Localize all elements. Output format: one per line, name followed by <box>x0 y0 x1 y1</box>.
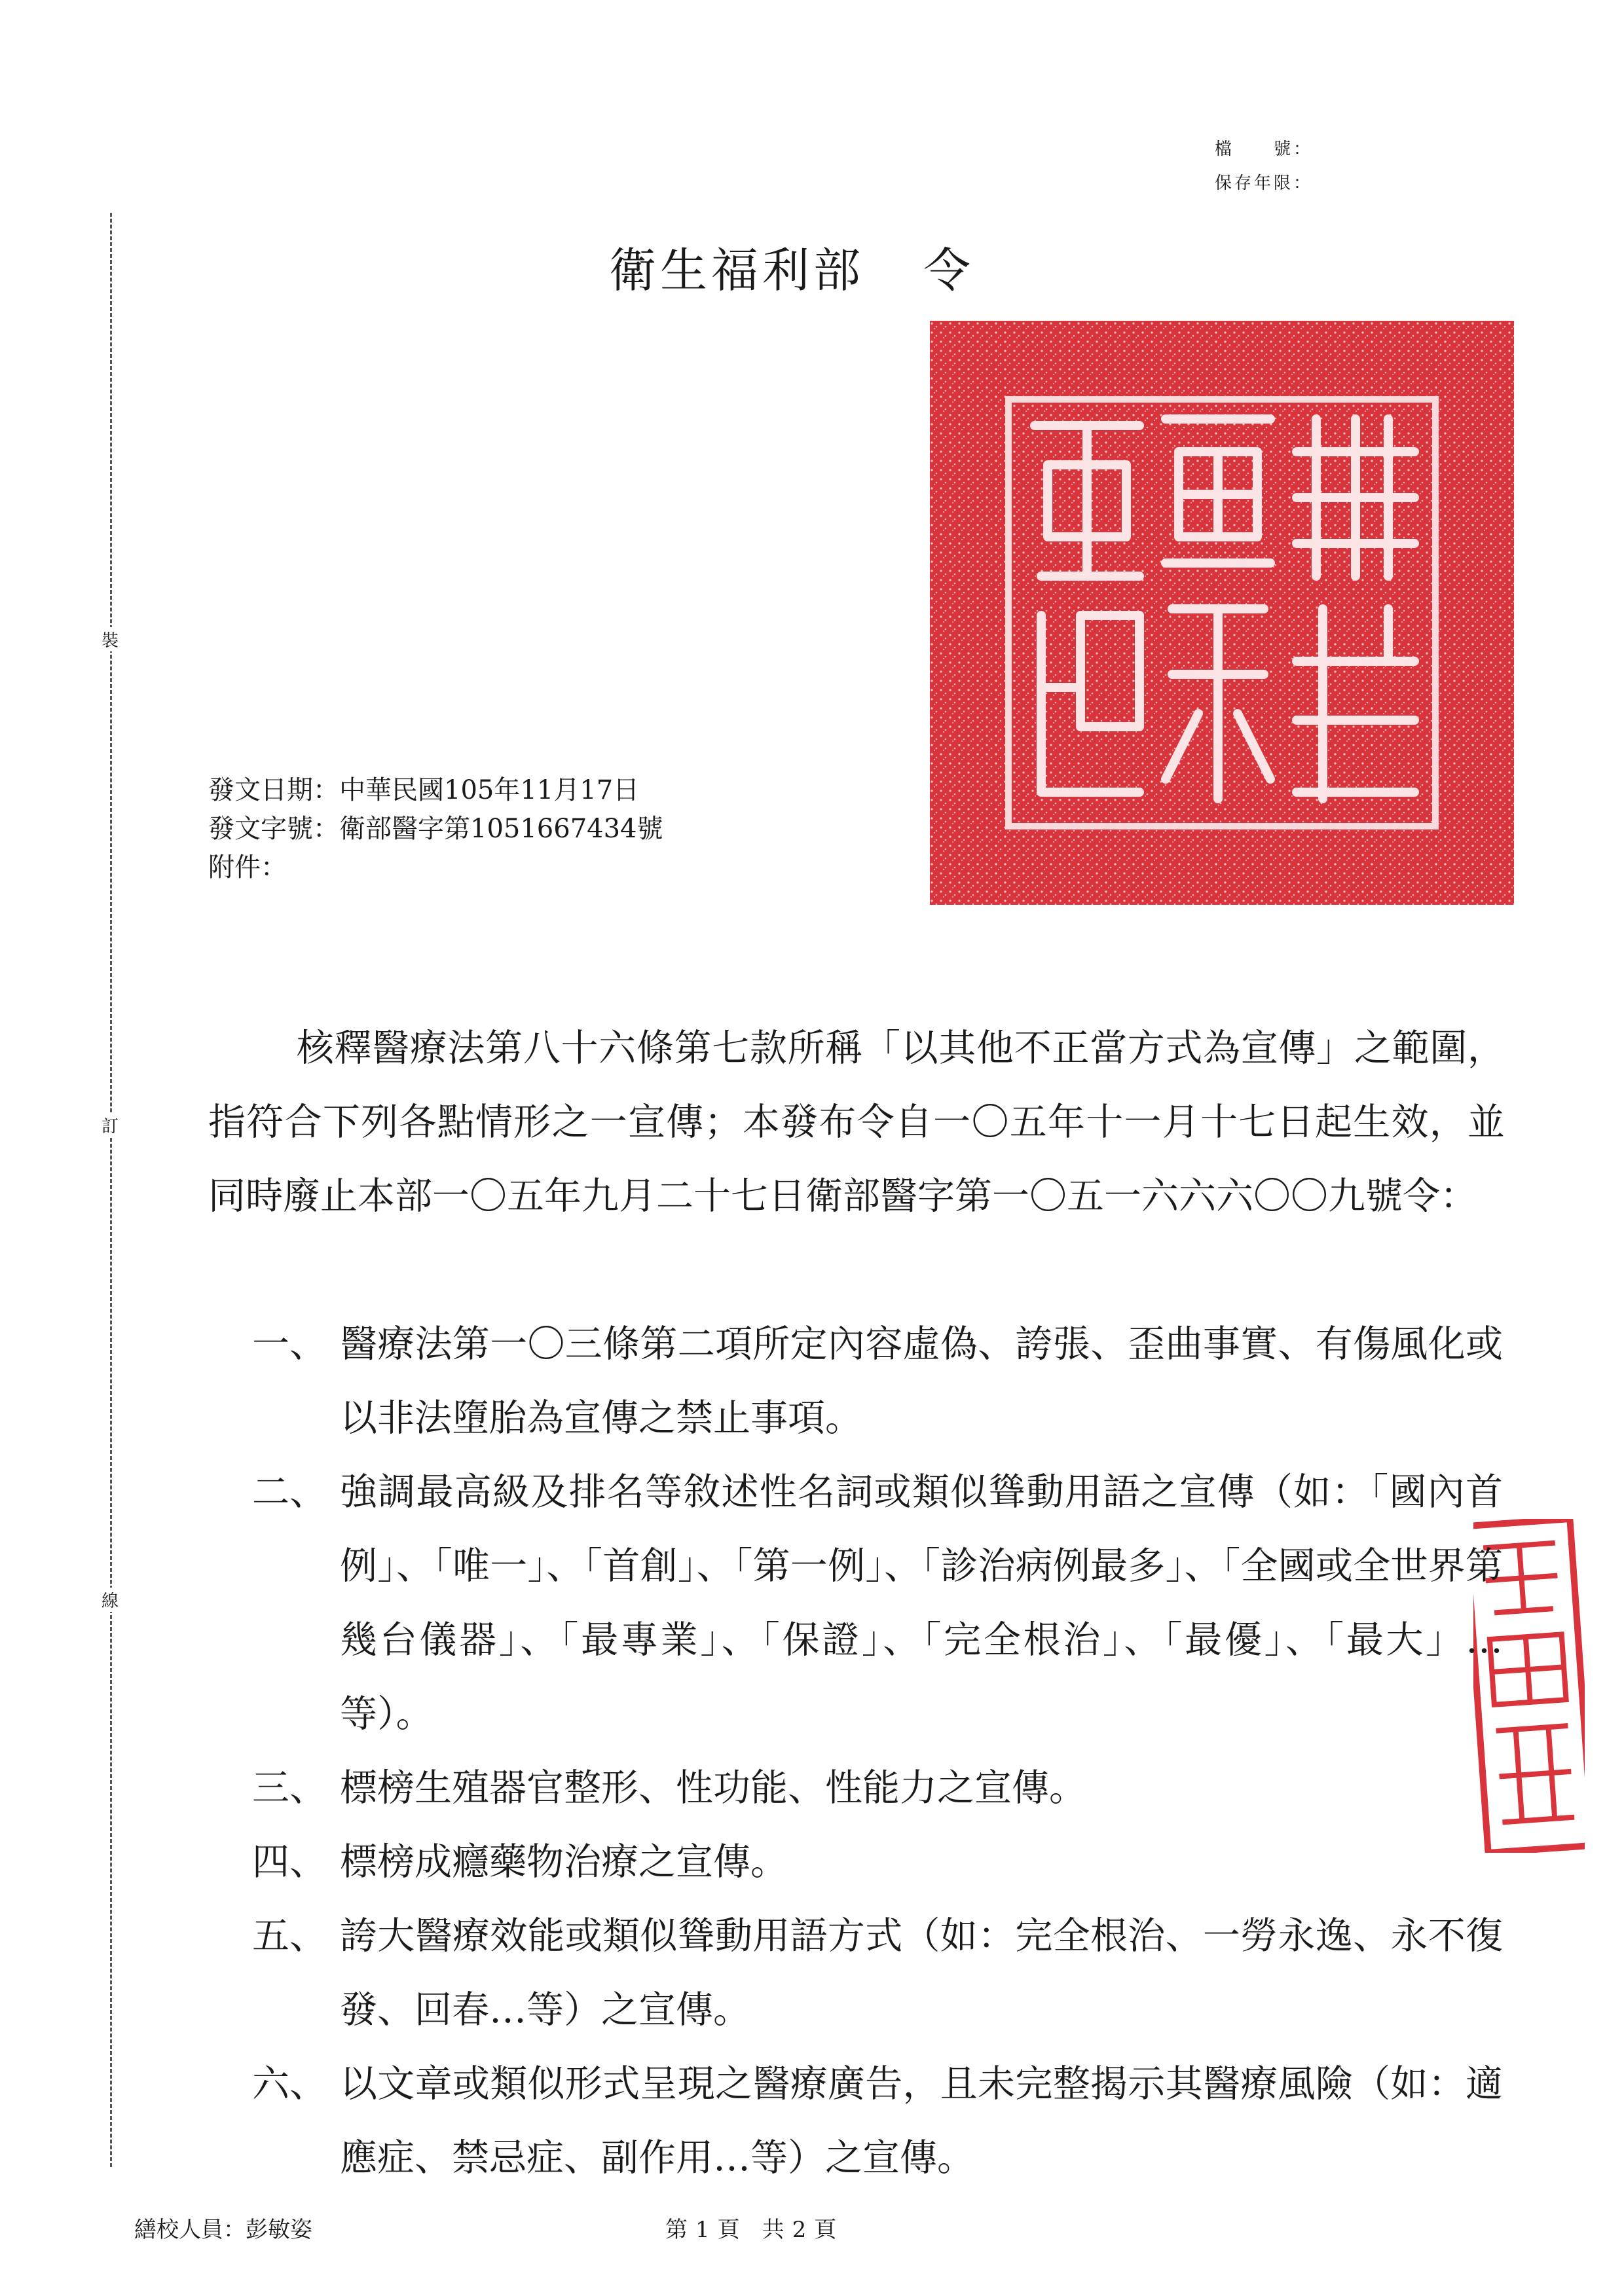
item-number: 五、 <box>252 1914 327 1958</box>
page-indicator <box>661 2212 840 2244</box>
list-item <box>252 1455 1503 1751</box>
item-text: 強調最高級及排名等敘述性名詞或類似聳動用語之宣傳（如：「國內首例」、「唯一」、「首創」、「第一例」、「診治病例最多」、「全國或全世界第幾台儀器」、「最專業」、「保證」、「完全根治」、「最優」、「最大」…等）。 <box>340 1470 1503 1736</box>
item-number: 二、 <box>252 1470 327 1514</box>
item-text: 醫療法第一〇三條第二項所定內容虛偽、誇張、歪曲事實、有傷風化或以非法墮胎為宣傳之禁止事項。 <box>340 1322 1503 1440</box>
item-text: 以文章或類似形式呈現之醫療廣告，且未完整揭示其醫療風險（如：適應症、禁忌症、副作用…等）之宣傳。 <box>340 2062 1503 2179</box>
list-item <box>252 1307 1503 1455</box>
item-number: 四、 <box>252 1840 327 1884</box>
item-number: 六、 <box>252 2062 327 2105</box>
bind-char-ding: 訂 <box>98 1113 122 1137</box>
proofreader: 繕校人員：彭敏姿 <box>134 2217 312 2243</box>
list-item <box>252 1899 1503 2047</box>
retention-period-label: 保存年限： <box>1215 173 1314 193</box>
list-item <box>252 1825 1503 1899</box>
item-text: 誇大醫療效能或類似聳動用語方式（如：完全根治、一勞永逸、永不復發、回春…等）之宣傳。 <box>340 1914 1503 2032</box>
bind-char-zhuang: 裝 <box>98 627 122 651</box>
page-current: 1 <box>695 2217 710 2243</box>
list-item <box>252 1751 1503 1825</box>
document-title <box>609 232 974 301</box>
file-meta <box>1215 132 1313 200</box>
bind-char-xian: 線 <box>98 1588 122 1612</box>
item-number: 三、 <box>252 1766 327 1810</box>
binding-line <box>110 213 112 2167</box>
list-item <box>252 2047 1503 2195</box>
body-intro <box>208 1011 1505 1233</box>
item-text: 標榜生殖器官整形、性功能、性能力之宣傳。 <box>340 1766 1086 1810</box>
page-total: 2 <box>792 2217 807 2243</box>
document-type: 令 <box>923 243 975 298</box>
issue-number: 發文字號：衛部醫字第1051667434號 <box>208 814 663 844</box>
official-seal-large <box>930 321 1514 905</box>
item-number: 一、 <box>252 1322 327 1366</box>
item-text: 標榜成癮藥物治療之宣傳。 <box>340 1840 788 1884</box>
agency-name: 衛生福利部 <box>609 243 865 298</box>
intro-text: 核釋醫療法第八十六條第七款所稱「以其他不正當方式為宣傳」之範圍，指符合下列各點情形之一宣傳；本發布令自一〇五年十一月十七日起生效，並同時廢止本部一〇五年九月二十七日衛部醫字第一〇五一六六六〇〇九號令： <box>208 1027 1505 1218</box>
page-label-post: 頁 <box>814 2217 837 2243</box>
attachment: 附件： <box>208 852 287 883</box>
page-label-pre: 第 <box>665 2217 688 2243</box>
issue-info <box>208 771 663 887</box>
issue-date: 發文日期：中華民國105年11月17日 <box>208 775 640 805</box>
file-number-label: 檔 號： <box>1215 139 1314 159</box>
page-label-mid: 頁 共 <box>717 2217 784 2243</box>
